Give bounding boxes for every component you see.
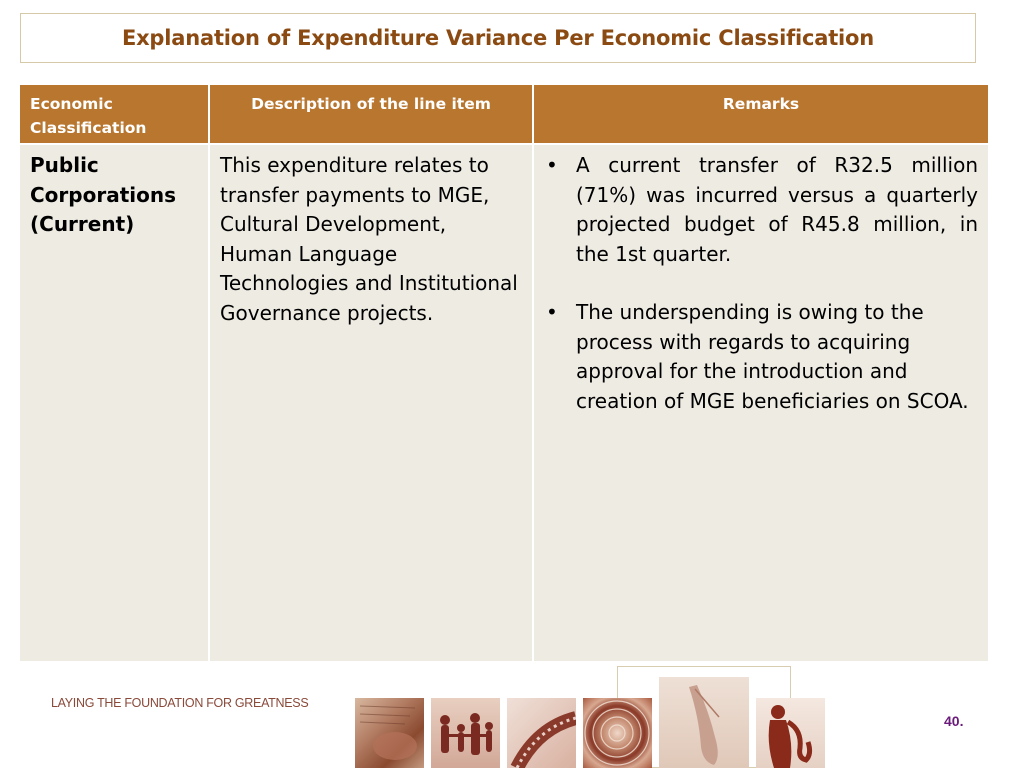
- ballet-shoes-photo: [659, 677, 749, 768]
- bullet-icon: •: [546, 300, 558, 324]
- bullet-icon: •: [546, 153, 558, 177]
- variance-table: [20, 85, 988, 661]
- family-silhouette-photo: [431, 698, 500, 768]
- saxophone-player-photo: [756, 698, 825, 768]
- cell-description: This expenditure relates to transfer payments to MGE, Cultural Development, Human Language Technologies and Institutional Governance projects.: [210, 145, 532, 661]
- remark-item: • The underspending is owing to the process with regards to acquiring approval for the introduction and creation of MGE beneficiaries on SCOA.: [546, 300, 969, 413]
- cell-classification: Public Corporations (Current): [20, 145, 208, 661]
- remark-item: • A current transfer of R32.5 million (71%) was incurred versus a quarterly projected budget of R45.8 million, in the 1st quarter.: [546, 153, 978, 266]
- woven-basket-photo: [583, 698, 652, 768]
- header-remarks: Remarks: [534, 85, 988, 143]
- film-reel-photo: [507, 698, 576, 768]
- cell-remarks: [534, 145, 988, 661]
- header-economic-classification: Economic Classification: [20, 85, 208, 143]
- remarks-list: [544, 151, 978, 416]
- slide-title: Explanation of Expenditure Variance Per Economic Classification: [121, 26, 875, 50]
- header-description: Description of the line item: [210, 85, 532, 143]
- title-box: [20, 13, 976, 63]
- footer-tagline: LAYING THE FOUNDATION FOR GREATNESS: [51, 696, 309, 710]
- page-number: 40.: [944, 713, 964, 729]
- handwriting-photo: [355, 698, 424, 768]
